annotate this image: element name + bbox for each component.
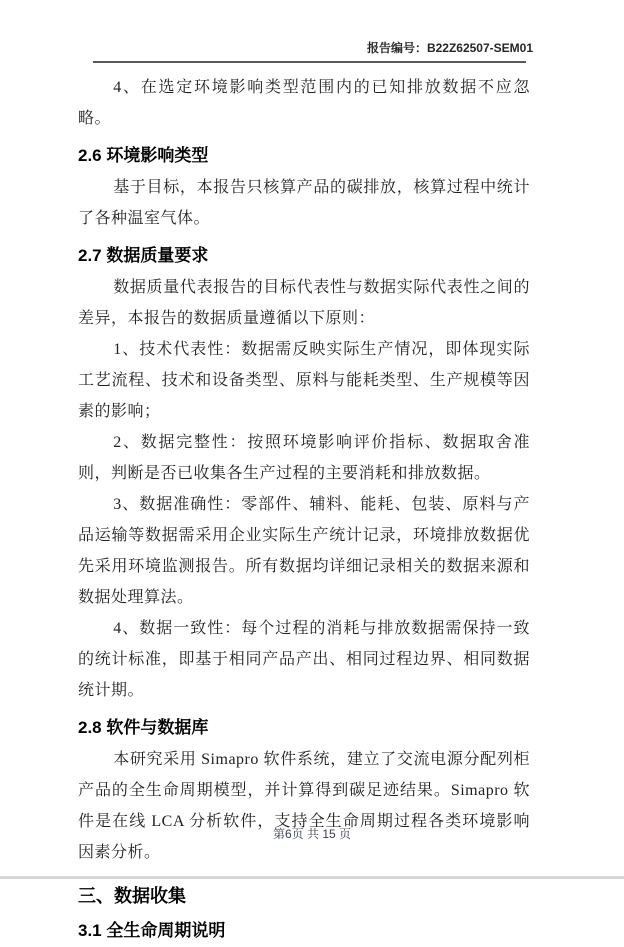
page-footer	[0, 827, 624, 841]
paragraph-principle-1-technical-representativeness: 1、技术代表性：数据需反映实际生产情况，即体现实际工艺流程、技术和设备类型、原料与能耗类型、生产规模等因素的影响；	[78, 341, 530, 420]
paragraph-principle-4-data-consistency: 4、数据一致性：每个过程的消耗与排放数据需保持一致的统计标准，即基于相同产品产出、相同过程边界、相同数据统计期。	[78, 620, 530, 699]
paragraph-2-8-body: 本研究采用 Simapro 软件系统，建立了交流电源分配列柜产品的全生命周期模型，并计算得到碳足迹结果。Simapro 软件是在线 LCA 分析软件，支持全生命周期过程各类环境影响因素分析。	[78, 751, 530, 861]
page-header	[0, 0, 624, 66]
paragraph-principle-3-data-accuracy: 3、数据准确性：零部件、辅料、能耗、包装、原料与产品运输等数据需采用企业实际生产统计记录，环境排放数据优先采用环境监测报告。所有数据均详细记录相关的数据来源和数据处理算法。	[78, 496, 530, 606]
page-number: 第6页 共 15 页	[272, 827, 352, 841]
paragraph-principle-2-data-completeness: 2、数据完整性：按照环境影响评价指标、数据取舍准则，判断是否已收集各生产过程的主要消耗和排放数据。	[78, 434, 530, 482]
paragraph-note-4: 4、在选定环境影响类型范围内的已知排放数据不应忽略。	[78, 79, 530, 127]
heading-2-7-data-quality-requirements: 2.7 数据质量要求	[78, 246, 209, 265]
heading-2-6-environmental-impact-types: 2.6 环境影响类型	[78, 146, 209, 165]
heading-3-data-collection: 三、数据收集	[78, 886, 186, 906]
heading-3-1-lifecycle-description: 3.1 全生命周期说明	[78, 921, 226, 940]
heading-2-8-software-and-database: 2.8 软件与数据库	[78, 718, 209, 737]
paragraph-2-6-body: 基于目标，本报告只核算产品的碳排放，核算过程中统计了各种温室气体。	[78, 179, 530, 227]
bottom-divider	[0, 876, 624, 879]
report-number: 报告编号：B22Z62507-SEM01	[366, 41, 533, 55]
document-body	[78, 72, 530, 947]
header-rule	[93, 61, 526, 63]
paragraph-2-7-intro: 数据质量代表报告的目标代表性与数据实际代表性之间的差异，本报告的数据质量遵循以下原则：	[78, 279, 530, 327]
